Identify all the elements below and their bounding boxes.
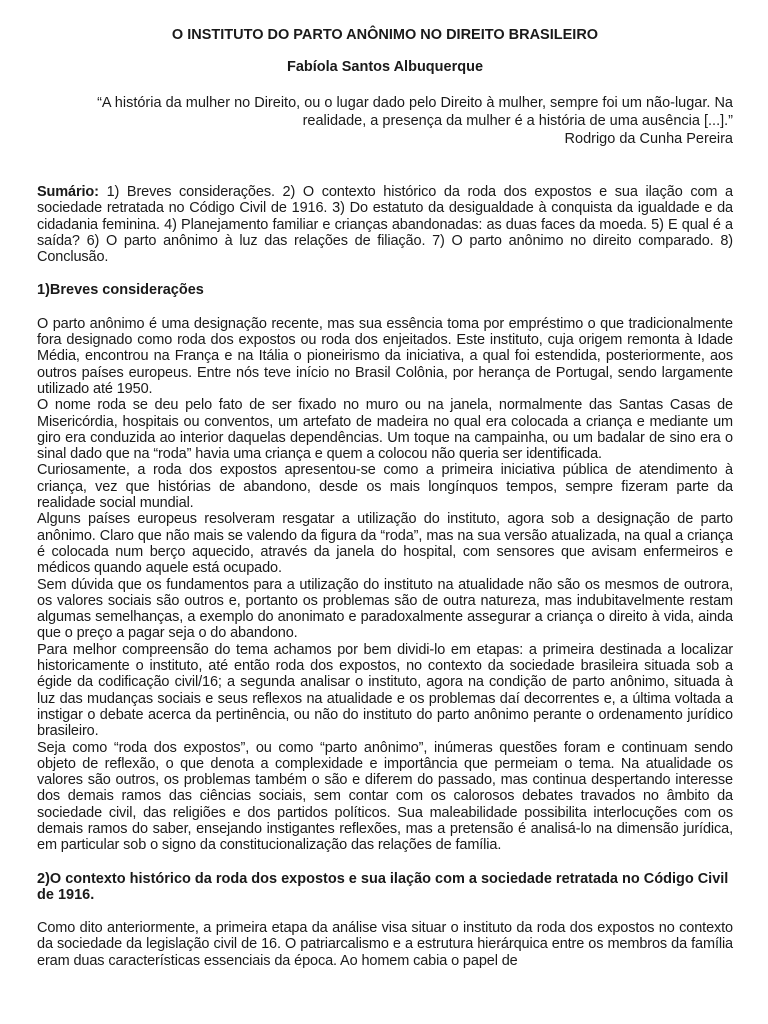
epigraph <box>37 94 733 148</box>
section-1-paragraph-7: Seja como “roda dos expostos”, ou como “parto anônimo”, inúmeras questões foram e continuam sendo objeto de reflexão, o que denota a complexidade e importância que permeiam o tema. Na atualidade os valores são outros, os problemas também o são e diferem do passado, mas continua despertando interesse dos demais ramos das ciências sociais, sem contar com os calorosos debates travados no âmbito da sociedade civil, das religiões e dos partidos políticos. Sua maleabilidade possibilita interlocuções com os demais ramos do saber, ensejando instigantes reflexões, mas a pretensão é analisá-lo na dimensão jurídica, em particular sob o signo da constitucionalização das relações de família. <box>37 739 733 854</box>
section-1-paragraph-2: O nome roda se deu pelo fato de ser fixado no muro ou na janela, normalmente das Santas Casas de Misericórdia, hospitais ou conventos, um artefato de madeira no qual era colocada a criança e mediante um giro era conduzida ao interior daquelas dependências. Um toque na campainha, ou um badalar de sino era o sinal dado que na “roda” havia uma criança e quem a colocou não queria ser identificada. <box>37 397 733 463</box>
document-page <box>37 24 733 969</box>
author-name: Fabíola Santos Albuquerque <box>286 59 484 75</box>
summary-label: Sumário: <box>37 184 99 200</box>
section-1-heading: 1)Breves considerações <box>37 282 204 299</box>
section-1-paragraph-1: O parto anônimo é uma designação recente, mas sua essência toma por empréstimo o que tradicionalmente fora designado como roda dos expostos ou roda dos enjeitados. Este instituto, cuja origem remonta à Idade Média, encontrou na França e na Itália o pioneirismo da iniciativa, a qual foi estendida, posteriormente, aos outros países europeus. Entre nós teve início no Brasil Colônia, por herança de Portugal, sendo largamente utilizado até 1950. <box>37 315 733 397</box>
section-1-paragraph-5: Sem dúvida que os fundamentos para a utilização do instituto na atualidade não são os mesmos de outrora, os valores sociais são outros e, portanto os problemas são de outra natureza, mas indubitavelmente restam algumas semelhanças, a exemplo do anonimato e paradoxalmente assegurar a criança o direito à vida, ainda que o preço a pagar seja o do abandono. <box>37 576 733 642</box>
epigraph-attribution: Rodrigo da Cunha Pereira <box>564 131 733 147</box>
section-2-heading: 2)O contexto histórico da roda dos expostos e sua ilação com a sociedade retratada no Código Civil de 1916. <box>37 870 729 903</box>
section-2-paragraph-1: Como dito anteriormente, a primeira etapa da análise visa situar o instituto da roda dos expostos no contexto da sociedade da legislação civil de 16. O patriarcalismo e a estrutura hierárquica entre os membros da família eram duas características essenciais da época. Ao homem cabia o papel de <box>37 920 733 969</box>
section-1-paragraph-6: Para melhor compreensão do tema achamos por bem dividi-lo em etapas: a primeira destinada a localizar historicamente o instituto, até então roda dos expostos, no contexto da sociedade brasileira situada sob a égide da codificação civil/16; a segunda analisar o instituto, agora na condição de parto anônimo, situada à luz das mudanças sociais e seus reflexos na atualidade e os problemas daí decorrentes e, a última voltada a instigar o debate acerca da pertinência, ou não do instituto do parto anônimo perante o ordenamento jurídico brasileiro. <box>37 641 733 740</box>
section-1-paragraph-4: Alguns países europeus resolveram resgatar a utilização do instituto, agora sob a designação de parto anônimo. Claro que não mais se valendo da figura da “roda”, mas na sua versão atualizada, na qual a criança é colocada num berço aquecido, através da janela do hospital, com sensores que avisam enfermeiros e médicos quando aquele está ocupado. <box>37 511 733 577</box>
summary-text: 1) Breves considerações. 2) O contexto histórico da roda dos expostos e sua ilação com a sociedade retratada no Código Civil de 1916. 3) Do estatuto da desigualdade à conquista da igualdade e da cidadania feminina. 4) Planejamento familiar e crianças abandonadas: as duas faces da moeda. 5) E qual é a saída? 6) O parto anônimo à luz das relações de filiação. 7) O parto anônimo no direito comparado. 8) Conclusão. <box>37 184 733 266</box>
epigraph-line-2: realidade, a presença da mulher é a história de uma ausência [...].” <box>302 113 733 129</box>
section-1-body <box>37 316 733 854</box>
document-title: O INSTITUTO DO PARTO ANÔNIMO NO DIREITO BRASILEIRO <box>171 27 599 43</box>
section-1-paragraph-3: Curiosamente, a roda dos expostos apresentou-se como a primeira iniciativa pública de atendimento à criança, vez que histórias de abandono, desde os mais longínquos tempos, sempre fizeram parte da realidade social mundial. <box>37 462 733 512</box>
summary-paragraph <box>37 184 733 265</box>
epigraph-line-1: “A história da mulher no Direito, ou o lugar dado pelo Direito à mulher, sempre foi um não-lugar. Na <box>97 95 733 111</box>
